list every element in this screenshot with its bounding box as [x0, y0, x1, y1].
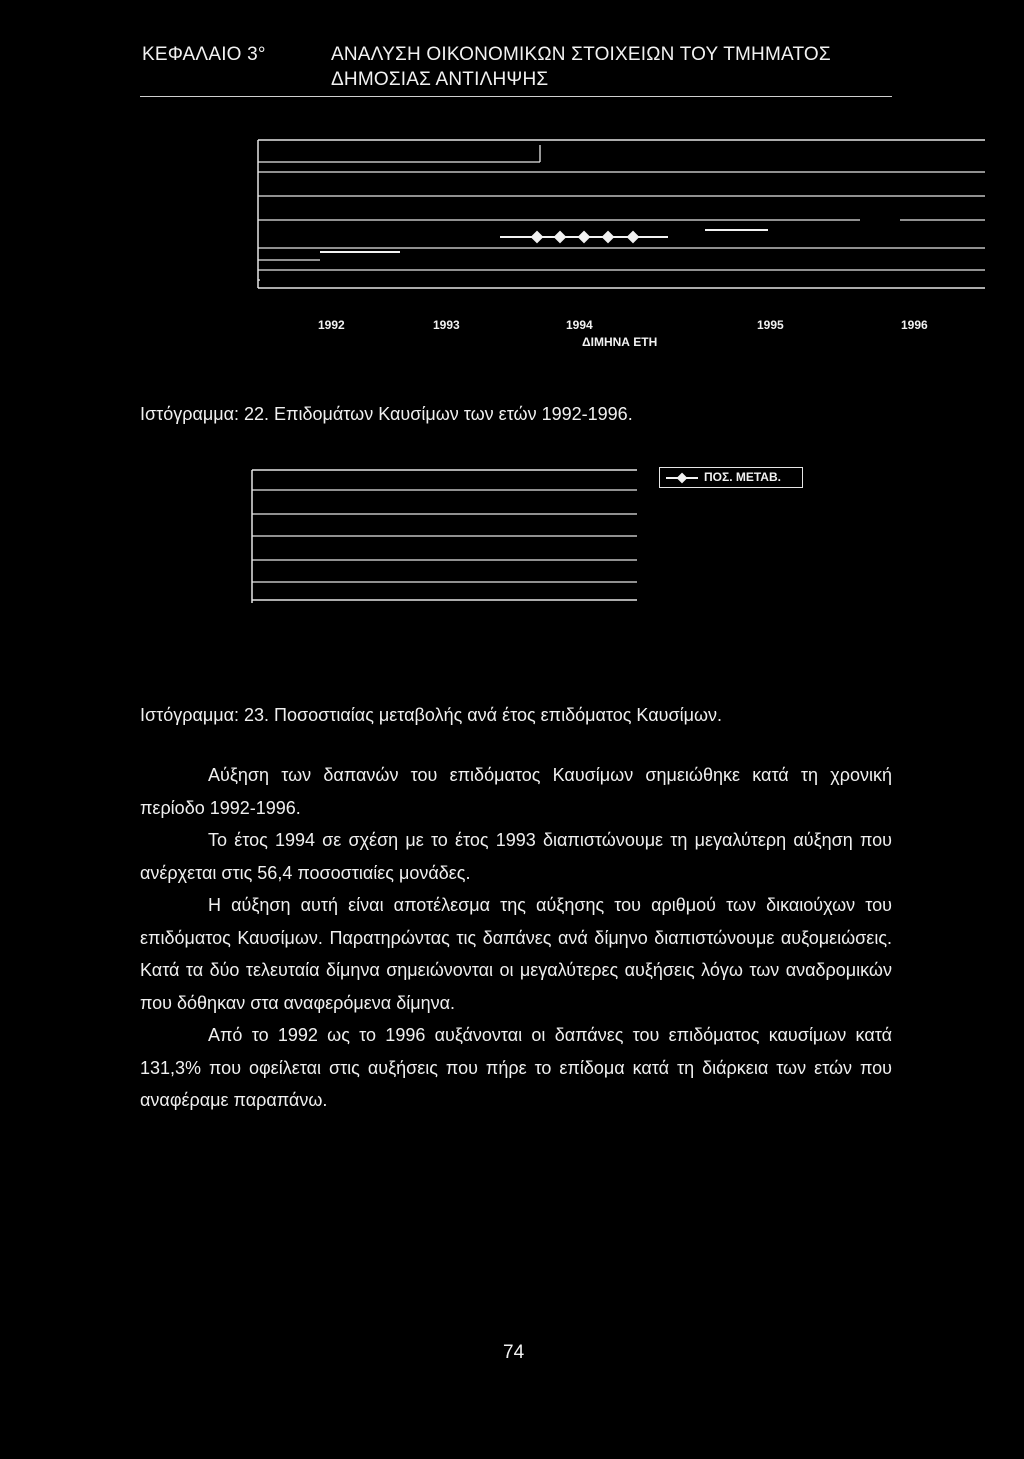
- paragraph-1: Αύξηση των δαπανών του επιδόματος Καυσίμων σημειώθηκε κατά τη χρονική περίοδο 1992-1996.: [140, 765, 892, 818]
- chart-23-legend: [659, 467, 803, 488]
- paragraph-4: Από το 1992 ως το 1996 αυξάνονται οι δαπάνες του επιδόματος καυσίμων κατά 131,3% που οφείλεται στις αυξήσεις που πήρε το επίδομα κατά τη διάρκεια των ετών που αναφέραμε παραπάνω.: [140, 1025, 892, 1110]
- chart-22-x-tick: 1994: [566, 318, 593, 332]
- chart-23-gridlines: [252, 490, 637, 582]
- chart-22-x-axis-title: ΔΙΜΗΝΑ ΕΤΗ: [582, 335, 658, 349]
- body-text: [140, 759, 892, 1117]
- paragraph-3: Η αύξηση αυτή είναι αποτέλεσμα της αύξησης του αριθμού των δικαιούχων του επιδόματος Καυσίμων. Παρατηρώντας τις δαπάνες ανά δίμηνο διαπιστώνουμε αυξομειώσεις. Κατά τα δύο τελευταία δίμηνα σημειώνονται οι μεγαλύτερες αυξήσεις λόγω των αναδρομικών που δόθηκαν στα αναφερόμενα δίμηνα.: [140, 895, 892, 1013]
- chapter-title-line1: ΑΝΑΛΥΣΗ ΟΙΚΟΝΟΜΙΚΩΝ ΣΤΟΙΧΕΙΩΝ ΤΟΥ ΤΜΗΜΑΤΟΣ: [331, 44, 831, 65]
- chart-22-marker: [555, 232, 565, 242]
- chart-22-x-tick: 1993: [433, 318, 460, 332]
- chart-23-caption: Ιστόγραμμα: 23. Ποσοστιαίας μεταβολής ανά έτος επιδόματος Καυσίμων.: [140, 705, 722, 725]
- chart-22-marker: [579, 232, 589, 242]
- page-number: 74: [503, 1342, 525, 1363]
- chart-22-x-tick: 1996: [901, 318, 928, 332]
- chapter-title-line2: ΔΗΜΟΣΙΑΣ ΑΝΤΙΛΗΨΗΣ: [331, 69, 549, 90]
- chart-22-caption: Ιστόγραμμα: 22. Επιδομάτων Καυσίμων των ετών 1992-1996.: [140, 404, 633, 424]
- chart-22-marker: [532, 232, 542, 242]
- chart-23-legend-label: ΠΟΣ. ΜΕΤΑΒ.: [704, 470, 781, 484]
- chart-22-x-tick: 1995: [757, 318, 784, 332]
- chart-22-series: [320, 230, 768, 252]
- chapter-label: ΚΕΦΑΛΑΙΟ 3°: [142, 44, 266, 65]
- chart-22-marker: [628, 232, 638, 242]
- chart-22-gridlines: [258, 145, 985, 280]
- chart-22-x-tick: 1992: [318, 318, 345, 332]
- chart-22-marker: [603, 232, 613, 242]
- paragraph-2: Το έτος 1994 σε σχέση με το έτος 1993 διαπιστώνουμε τη μεγαλύτερη αύξηση που ανέρχεται στις 56,4 ποσοστιαίες μονάδες.: [140, 830, 892, 883]
